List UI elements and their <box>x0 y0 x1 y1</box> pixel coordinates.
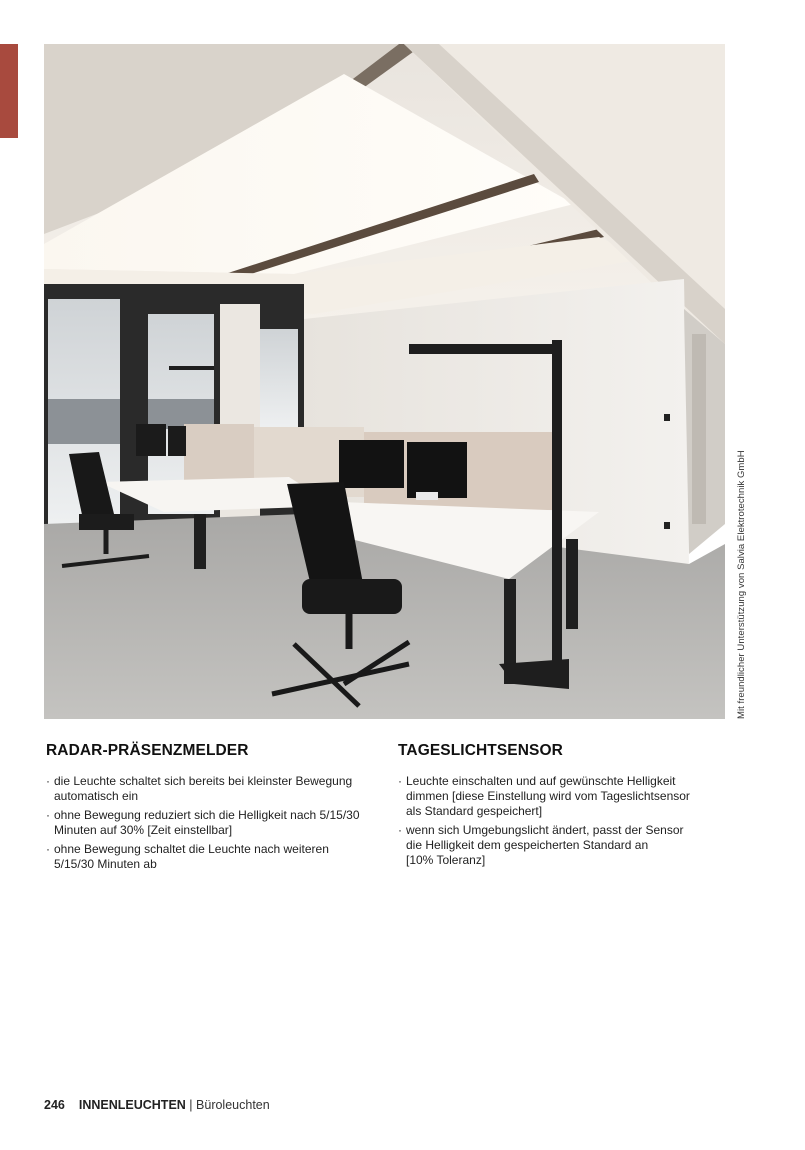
footer-subsection: Büroleuchten <box>196 1098 270 1112</box>
daylight-bullets <box>398 774 718 868</box>
footer-separator: | <box>189 1098 193 1112</box>
page-footer <box>44 1098 270 1112</box>
office-photo <box>44 44 725 719</box>
bullet-item: · die Leuchte schaltet sich bereits bei kleinster Bewegung automatisch ein <box>46 774 353 803</box>
radar-bullets <box>46 774 376 872</box>
page-number: 246 <box>44 1098 65 1112</box>
bullet-item: · wenn sich Umgebungslicht ändert, passt der Sensor die Helligkeit dem gespeicherten Standard an [10% Toleranz] <box>398 823 684 867</box>
bullet-item: · Leuchte einschalten und auf gewünschte Helligkeit dimmen [diese Einstellung wird vom Tageslichtsensor als Standard gespeichert] <box>398 774 690 818</box>
accent-bar <box>0 44 18 138</box>
radar-heading: RADAR-PRÄSENZMELDER <box>46 742 249 759</box>
bullet-item: · ohne Bewegung schaltet die Leuchte nach weiteren 5/15/30 Minuten ab <box>46 842 329 871</box>
bullet-item: · ohne Bewegung reduziert sich die Helligkeit nach 5/15/30 Minuten auf 30% [Zeit einstellbar] <box>46 808 360 837</box>
radar-section <box>46 742 376 876</box>
daylight-section <box>398 742 718 872</box>
daylight-heading: TAGESLICHTSENSOR <box>398 742 563 759</box>
footer-section: INNENLEUCHTEN <box>78 1098 186 1112</box>
